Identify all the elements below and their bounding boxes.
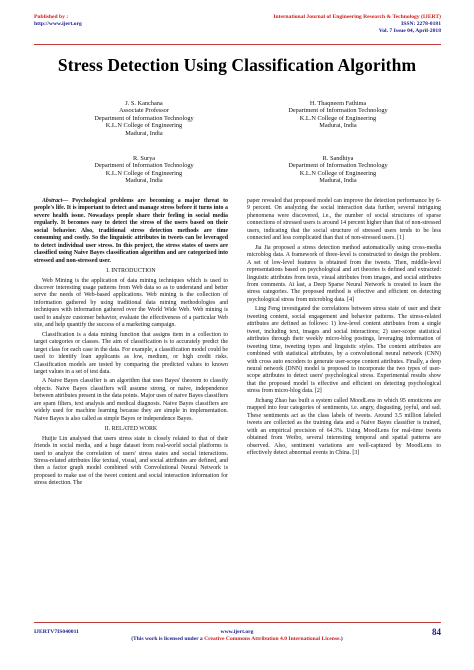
left-column — [34, 198, 228, 490]
license-link[interactable]: Creative Commons Attribution 4.0 International License. — [204, 636, 341, 642]
footer-license-block — [0, 629, 474, 643]
paragraph: Huijie Lin analysed that users stress state is closely related to that of their friends in social media, and a huge dataset from real-world social platforms is used to analyze the correlation of users' stress states and social interactions. Stress-related attributes like textual, visual, and social attributes are defined, and then a factor graph model combined with Convolutional Neural Network is proposed to make use of the tweet content and social interaction information for stress detection. The — [34, 435, 228, 487]
author-block-3 — [54, 155, 234, 185]
author-name: R. Surya — [132, 155, 156, 162]
footer-license-text: (This work is licensed under a Creative Commons Attribution 4.0 International License.) — [131, 636, 343, 642]
author-name: R. Sandhiya — [322, 155, 354, 162]
author-place: Madurai, India — [125, 129, 163, 137]
journal-volume: Vol. 7 Issue 04, April-2018 — [378, 28, 441, 34]
author-dept: Department of Information Technology — [94, 162, 194, 170]
author-name: J. S. Kanchana — [125, 100, 163, 107]
section-heading-related-work: II. RELATED WORK — [104, 426, 158, 433]
author-role: Associate Professor — [119, 107, 169, 115]
author-place: Madurai, India — [319, 122, 357, 130]
right-column — [247, 198, 441, 459]
footer-site-link[interactable]: www.ijert.org — [220, 629, 254, 635]
paragraph: Classification is a data mining function that assigns item in a collection to target categories or classes. The aim of classification is to accurately predict the target class for each case in the data. For example, a classification model could be used to identify loan applicants as low, medium, or high credit risks. Classification models are tested by comparing the predicted values to known target values in a set of test data. — [34, 331, 228, 375]
journal-name: International Journal of Engineering Research & Technology (IJERT) — [273, 14, 441, 20]
header-divider — [34, 44, 441, 45]
abstract — [34, 198, 228, 265]
author-name: H. Thaqneem Fathima — [309, 100, 367, 107]
paragraph: Ling Feng investigated the correlations between stress state of user and their tweeting content, social engagement and behavior patterns. The stress-related attributes are defined as follows: 1) low-level content attributes from a single tweet, including text, images and social interactions; 2) user-scope statistical attributes through their weekly micro-blog postings, leveraging information of tweeting time, tweeting types and linguistic styles. The content attributes are combined with statistical attributes, by a convolutional neural network (CNN) with cross auto encoders to generate user-scope content attributes. Finally, a deep neural network (DNN) model is proposed to incorporate the two types of user-scope attributes to detect users' psychological stress. Experimental results show that the proposed model is effective and efficient on detecting psychological stress from micro-blog data. [2] — [247, 306, 441, 395]
abstract-text: Psychological problems are becoming a major threat to people's life. It is important to detect and manage stress before it turns into a severe health issue. Nowadays people share their feeling in social media regularly. It becomes easy to detect the stress of the users based on their social behavior. Also, traditional stress detection methods are time consuming and costly. So the linguistic attributes in tweets can be leveraged to detect individual user stress. In this project, the stress states of users are classified using Naive Bayes classification algorithm and are categorized into stressed and non-stressed user. — [34, 198, 228, 264]
author-org: K.L.N College of Engineering — [105, 122, 183, 130]
footer-divider — [34, 622, 441, 623]
author-block-1 — [54, 100, 234, 137]
paragraph: A Naive Bayes classifier is an algorithm that uses Bayes' theorem to classify objects. Naive Bayes classifiers will assume strong, or naive, independence between attributes present in the data points. Major uses of naive Bayes classifiers are spam filters, text analysis and medical diagnosis. Naive Bayes classifiers are widely used for machine learning because they are simple in implementation. Naive Bayes is also called as simple Bayes or independence Bayes. — [34, 378, 228, 422]
abstract-label: Abstract— — [42, 198, 69, 204]
header-publisher-block — [34, 14, 82, 28]
paragraph: Web Mining is the application of data mining techniques which is used to discover interesting usage patterns from Web data so as to understand and better serve the needs of Web-based applications. Web mining is the collection of information gathered by using traditional data mining methodologies and techniques with information gathered over the World Wide Web. Web mining is used to analyze customer behavior, evaluate the effectiveness of a particular Web site, and help quantify the success of a marketing campaign. — [34, 277, 228, 329]
author-place: Madurai, India — [319, 177, 357, 185]
author-block-2 — [248, 100, 428, 130]
publisher-link[interactable]: http://www.ijert.org — [34, 21, 82, 27]
section-heading-introduction: I. INTRODUCTION — [106, 268, 156, 275]
author-dept: Department of Information Technology — [94, 114, 194, 122]
author-org: K.L.N College of Engineering — [105, 169, 183, 177]
author-org: K.L.N College of Engineering — [299, 169, 377, 177]
journal-issn: ISSN: 2278-0181 — [401, 21, 441, 27]
page-number: 84 — [432, 627, 441, 637]
paragraph: paper revealed that proposed model can improve the detection performance by 6-9 percent. On analyzing the social interaction data further, several intriguing phenomena were discovered, i.e., the number of social structures of sparse connections of stressed users is around 14 percent higher than that of non-stressed users, indicating that the social structure of stressed users tends to be less connected and less complicated than that of non-stressed users. [1] — [247, 198, 441, 242]
author-org: K.L.N College of Engineering — [299, 114, 377, 122]
paper-id: IJERTV7IS040011 — [34, 629, 79, 635]
paragraph: Jichang Zhao has built a system called MoodLens in which 95 emoticons are mapped into four categories of sentiments, i.e. angry, disgusting, joyful, and sad. These sentiments act as the class labels of tweets. Around 3.5 million labeled tweets are collected as the training data and a Naive Bayes classifier is trained, with an empirical precision of 64.3%. Using MoodLens for real-time tweets obtained from Weibo, several interesting temporal and spatial patterns are observed. Also, sentiment variations are well-captured by MoodLens to effectively detect abnormal events in China. [3] — [247, 397, 441, 456]
paper-title: Stress Detection Using Classification Algorithm — [57, 55, 417, 75]
paragraph: Jia Jia proposed a stress detection method automatically using cross-media microblog data. A framework of three-level is constructed to design the problem. A set of low-level features is obtained from the tweets. Then, middle-level representations based on psychological and art theories is defined and extracted: linguistic attributes from texts, visual attributes from images, and social attributes from comments. At last, a Deep Sparse Neural Network is created to learn the stress categories. The proposed method is effective and efficient on detecting psychological stress from microblog data. [4] — [247, 244, 441, 303]
author-dept: Department of Information Technology — [288, 107, 388, 115]
publisher-label: Published by : — [34, 14, 69, 20]
author-block-4 — [248, 155, 428, 185]
header-journal-block — [231, 14, 441, 35]
author-dept: Department of Information Technology — [288, 162, 388, 170]
author-place: Madurai, India — [125, 177, 163, 185]
